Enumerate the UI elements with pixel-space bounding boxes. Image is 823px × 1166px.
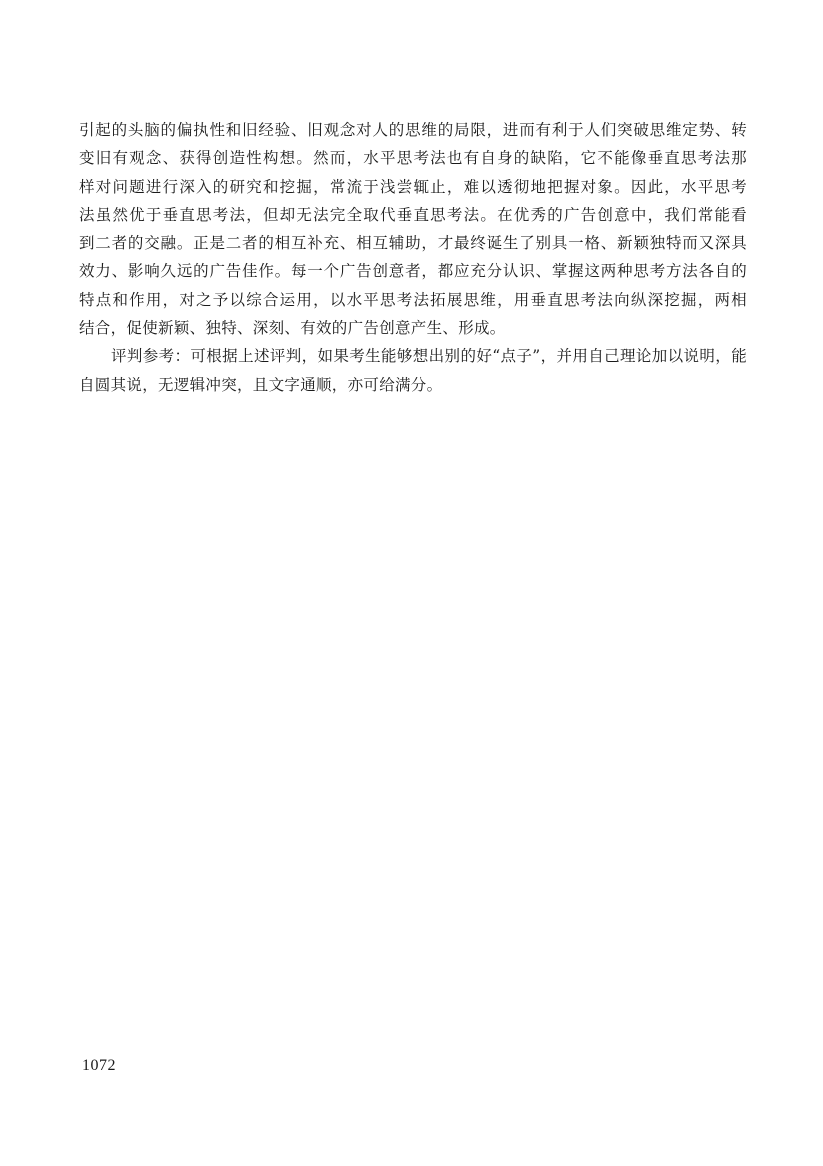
text-line: 法虽然优于垂直思考法，但却无法完全取代垂直思考法。在优秀的广告创意中，我们常能看 xyxy=(79,205,747,224)
text-line: 样对问题进行深入的研究和挖掘，常流于浅尝辄止，难以透彻地把握对象。因此，水平思考 xyxy=(79,177,747,196)
text-line: 结合，促使新颖、独特、深刻、有效的广告创意产生、形成。 xyxy=(79,319,506,338)
body-text xyxy=(79,116,747,399)
text-line: 评判参考：可根据上述评判，如果考生能够想出别的好“点子”，并用自己理论加以说明，能 xyxy=(111,347,747,366)
text-line: 变旧有观念、获得创造性构想。然而，水平思考法也有自身的缺陷，它不能像垂直思考法那 xyxy=(79,149,747,168)
text-line: 到二者的交融。正是二者的相互补充、相互辅助，才最终诞生了别具一格、新颖独特而又深具 xyxy=(79,234,747,253)
text-line: 效力、影响久远的广告佳作。每一个广告创意者，都应充分认识、掌握这两种思考方法各自的 xyxy=(79,262,747,281)
paragraph-1 xyxy=(79,116,747,342)
text-line: 特点和作用，对之予以综合运用，以水平思考法拓展思维，用垂直思考法向纵深挖掘，两相 xyxy=(79,290,747,309)
text-line: 自圆其说，无逻辑冲突，且文字通顺，亦可给满分。 xyxy=(79,375,443,394)
paragraph-2 xyxy=(79,342,747,399)
text-line: 引起的头脑的偏执性和旧经验、旧观念对人的思维的局限，进而有利于人们突破思维定势、转 xyxy=(79,121,747,139)
page-number: 1072 xyxy=(82,1057,116,1074)
